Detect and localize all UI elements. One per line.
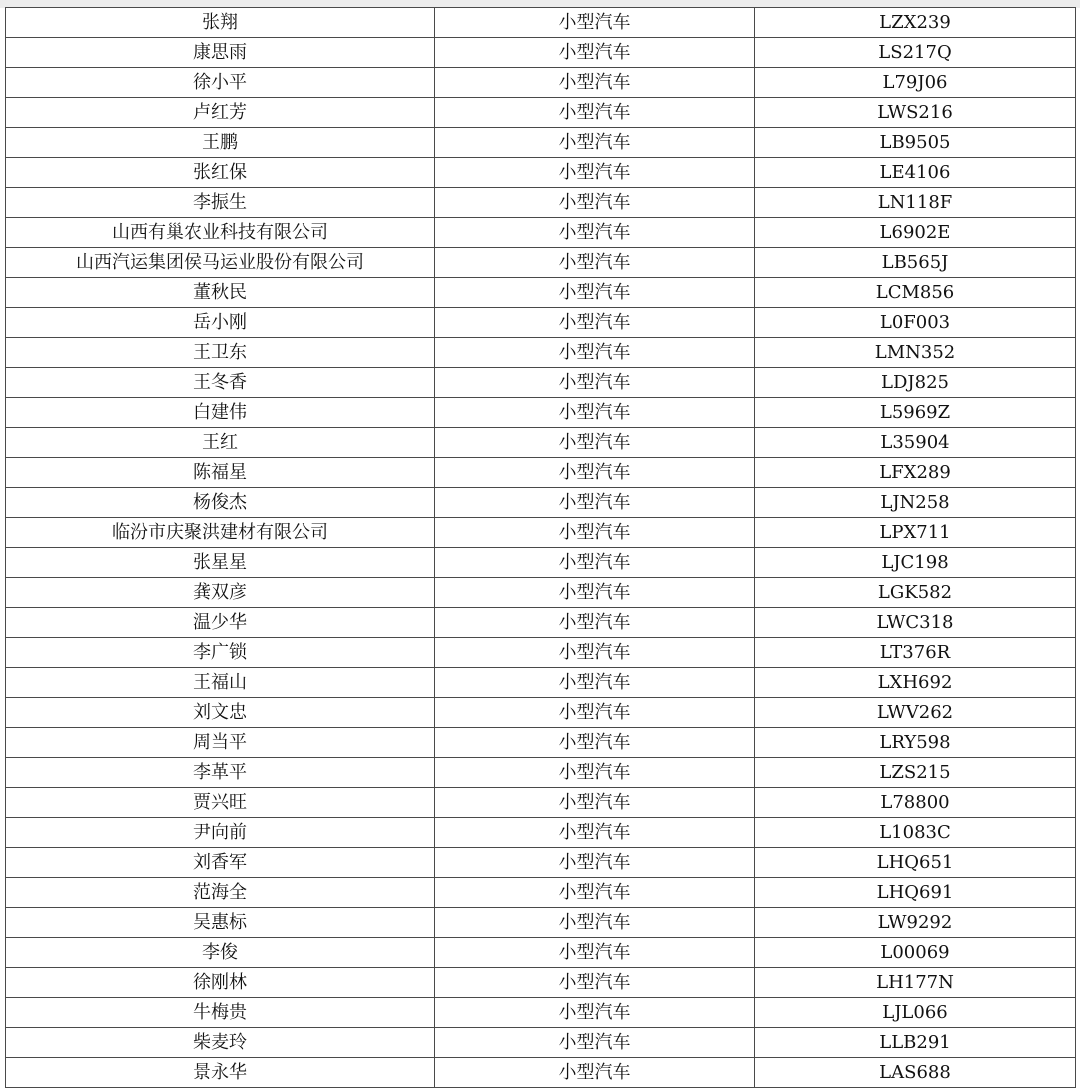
owner-cell: 刘文忠 (6, 698, 435, 728)
plate-number-cell: L78800 (755, 788, 1076, 818)
vehicle-type-cell: 小型汽车 (435, 788, 755, 818)
table-row (6, 968, 1076, 998)
plate-number-cell: L6902E (755, 218, 1076, 248)
owner-cell: 张星星 (6, 548, 435, 578)
vehicle-table-container (5, 7, 1075, 1088)
vehicle-type-cell: 小型汽车 (435, 488, 755, 518)
owner-cell: 刘香军 (6, 848, 435, 878)
owner-cell: 王红 (6, 428, 435, 458)
table-row (6, 518, 1076, 548)
table-row (6, 98, 1076, 128)
plate-number-cell: LHQ651 (755, 848, 1076, 878)
owner-cell: 卢红芳 (6, 98, 435, 128)
plate-number-cell: LWV262 (755, 698, 1076, 728)
plate-number-cell: LPX711 (755, 518, 1076, 548)
vehicle-type-cell: 小型汽车 (435, 428, 755, 458)
vehicle-type-cell: 小型汽车 (435, 668, 755, 698)
plate-number-cell: LLB291 (755, 1028, 1076, 1058)
plate-number-cell: LS217Q (755, 38, 1076, 68)
vehicle-type-cell: 小型汽车 (435, 518, 755, 548)
plate-number-cell: L00069 (755, 938, 1076, 968)
vehicle-type-cell: 小型汽车 (435, 248, 755, 278)
owner-cell: 牛梅贵 (6, 998, 435, 1028)
vehicle-type-cell: 小型汽车 (435, 758, 755, 788)
table-row (6, 548, 1076, 578)
owner-cell: 山西汽运集团侯马运业股份有限公司 (6, 248, 435, 278)
plate-number-cell: LMN352 (755, 338, 1076, 368)
vehicle-type-cell: 小型汽车 (435, 908, 755, 938)
owner-cell: 董秋民 (6, 278, 435, 308)
plate-number-cell: LGK582 (755, 578, 1076, 608)
plate-number-cell: LN118F (755, 188, 1076, 218)
table-row (6, 818, 1076, 848)
table-row (6, 728, 1076, 758)
owner-cell: 临汾市庆聚洪建材有限公司 (6, 518, 435, 548)
owner-cell: 龚双彦 (6, 578, 435, 608)
table-row (6, 248, 1076, 278)
owner-cell: 徐小平 (6, 68, 435, 98)
plate-number-cell: LJN258 (755, 488, 1076, 518)
owner-cell: 山西有巢农业科技有限公司 (6, 218, 435, 248)
owner-cell: 周当平 (6, 728, 435, 758)
vehicle-type-cell: 小型汽车 (435, 338, 755, 368)
plate-number-cell: LZS215 (755, 758, 1076, 788)
table-row (6, 878, 1076, 908)
owner-cell: 温少华 (6, 608, 435, 638)
vehicle-type-cell: 小型汽车 (435, 878, 755, 908)
vehicle-type-cell: 小型汽车 (435, 938, 755, 968)
vehicle-type-cell: 小型汽车 (435, 548, 755, 578)
plate-number-cell: LW9292 (755, 908, 1076, 938)
owner-cell: 尹向前 (6, 818, 435, 848)
plate-number-cell: LWC318 (755, 608, 1076, 638)
table-row (6, 158, 1076, 188)
plate-number-cell: LCM856 (755, 278, 1076, 308)
table-row (6, 128, 1076, 158)
plate-number-cell: LJL066 (755, 998, 1076, 1028)
plate-number-cell: LWS216 (755, 98, 1076, 128)
plate-number-cell: LB9505 (755, 128, 1076, 158)
vehicle-type-cell: 小型汽车 (435, 38, 755, 68)
owner-cell: 张翔 (6, 8, 435, 38)
owner-cell: 王卫东 (6, 338, 435, 368)
table-row (6, 848, 1076, 878)
table-row (6, 788, 1076, 818)
vehicle-type-cell: 小型汽车 (435, 578, 755, 608)
table-body (6, 8, 1076, 1088)
table-row (6, 1058, 1076, 1088)
plate-number-cell: L0F003 (755, 308, 1076, 338)
vehicle-type-cell: 小型汽车 (435, 1058, 755, 1088)
table-row (6, 218, 1076, 248)
table-row (6, 938, 1076, 968)
vehicle-type-cell: 小型汽车 (435, 968, 755, 998)
vehicle-type-cell: 小型汽车 (435, 998, 755, 1028)
owner-cell: 杨俊杰 (6, 488, 435, 518)
plate-number-cell: LRY598 (755, 728, 1076, 758)
vehicle-type-cell: 小型汽车 (435, 698, 755, 728)
table-row (6, 308, 1076, 338)
vehicle-type-cell: 小型汽车 (435, 398, 755, 428)
vehicle-type-cell: 小型汽车 (435, 158, 755, 188)
table-row (6, 38, 1076, 68)
owner-cell: 康思雨 (6, 38, 435, 68)
vehicle-type-cell: 小型汽车 (435, 188, 755, 218)
owner-cell: 徐刚林 (6, 968, 435, 998)
owner-cell: 王鹏 (6, 128, 435, 158)
owner-cell: 李俊 (6, 938, 435, 968)
owner-cell: 李广锁 (6, 638, 435, 668)
vehicle-type-cell: 小型汽车 (435, 98, 755, 128)
owner-cell: 李振生 (6, 188, 435, 218)
owner-cell: 王福山 (6, 668, 435, 698)
owner-cell: 岳小刚 (6, 308, 435, 338)
vehicle-type-cell: 小型汽车 (435, 728, 755, 758)
vehicle-type-cell: 小型汽车 (435, 458, 755, 488)
plate-number-cell: LB565J (755, 248, 1076, 278)
vehicle-type-cell: 小型汽车 (435, 128, 755, 158)
vehicle-type-cell: 小型汽车 (435, 8, 755, 38)
vehicle-type-cell: 小型汽车 (435, 638, 755, 668)
vehicle-type-cell: 小型汽车 (435, 848, 755, 878)
plate-number-cell: LZX239 (755, 8, 1076, 38)
plate-number-cell: LH177N (755, 968, 1076, 998)
table-row (6, 68, 1076, 98)
table-row (6, 188, 1076, 218)
owner-cell: 范海全 (6, 878, 435, 908)
plate-number-cell: LAS688 (755, 1058, 1076, 1088)
vehicle-type-cell: 小型汽车 (435, 278, 755, 308)
owner-cell: 李革平 (6, 758, 435, 788)
table-row (6, 368, 1076, 398)
table-row (6, 8, 1076, 38)
table-row (6, 278, 1076, 308)
table-row (6, 668, 1076, 698)
plate-number-cell: LXH692 (755, 668, 1076, 698)
vehicle-type-cell: 小型汽车 (435, 368, 755, 398)
owner-cell: 柴麦玲 (6, 1028, 435, 1058)
vehicle-type-cell: 小型汽车 (435, 818, 755, 848)
table-row (6, 698, 1076, 728)
table-row (6, 488, 1076, 518)
vehicle-type-cell: 小型汽车 (435, 218, 755, 248)
plate-number-cell: L79J06 (755, 68, 1076, 98)
plate-number-cell: LFX289 (755, 458, 1076, 488)
owner-cell: 陈福星 (6, 458, 435, 488)
table-row (6, 608, 1076, 638)
table-row (6, 578, 1076, 608)
vehicle-type-cell: 小型汽车 (435, 68, 755, 98)
plate-number-cell: LHQ691 (755, 878, 1076, 908)
table-row (6, 428, 1076, 458)
plate-number-cell: LT376R (755, 638, 1076, 668)
owner-cell: 景永华 (6, 1058, 435, 1088)
plate-number-cell: LJC198 (755, 548, 1076, 578)
vehicle-registration-table (5, 7, 1076, 1088)
table-row (6, 638, 1076, 668)
table-row (6, 998, 1076, 1028)
plate-number-cell: LDJ825 (755, 368, 1076, 398)
table-row (6, 758, 1076, 788)
plate-number-cell: L1083C (755, 818, 1076, 848)
vehicle-type-cell: 小型汽车 (435, 608, 755, 638)
plate-number-cell: LE4106 (755, 158, 1076, 188)
table-row (6, 458, 1076, 488)
plate-number-cell: L35904 (755, 428, 1076, 458)
vehicle-type-cell: 小型汽车 (435, 308, 755, 338)
plate-number-cell: L5969Z (755, 398, 1076, 428)
owner-cell: 张红保 (6, 158, 435, 188)
vehicle-type-cell: 小型汽车 (435, 1028, 755, 1058)
table-row (6, 908, 1076, 938)
owner-cell: 贾兴旺 (6, 788, 435, 818)
table-row (6, 1028, 1076, 1058)
owner-cell: 吴惠标 (6, 908, 435, 938)
table-row (6, 398, 1076, 428)
table-row (6, 338, 1076, 368)
owner-cell: 白建伟 (6, 398, 435, 428)
owner-cell: 王冬香 (6, 368, 435, 398)
